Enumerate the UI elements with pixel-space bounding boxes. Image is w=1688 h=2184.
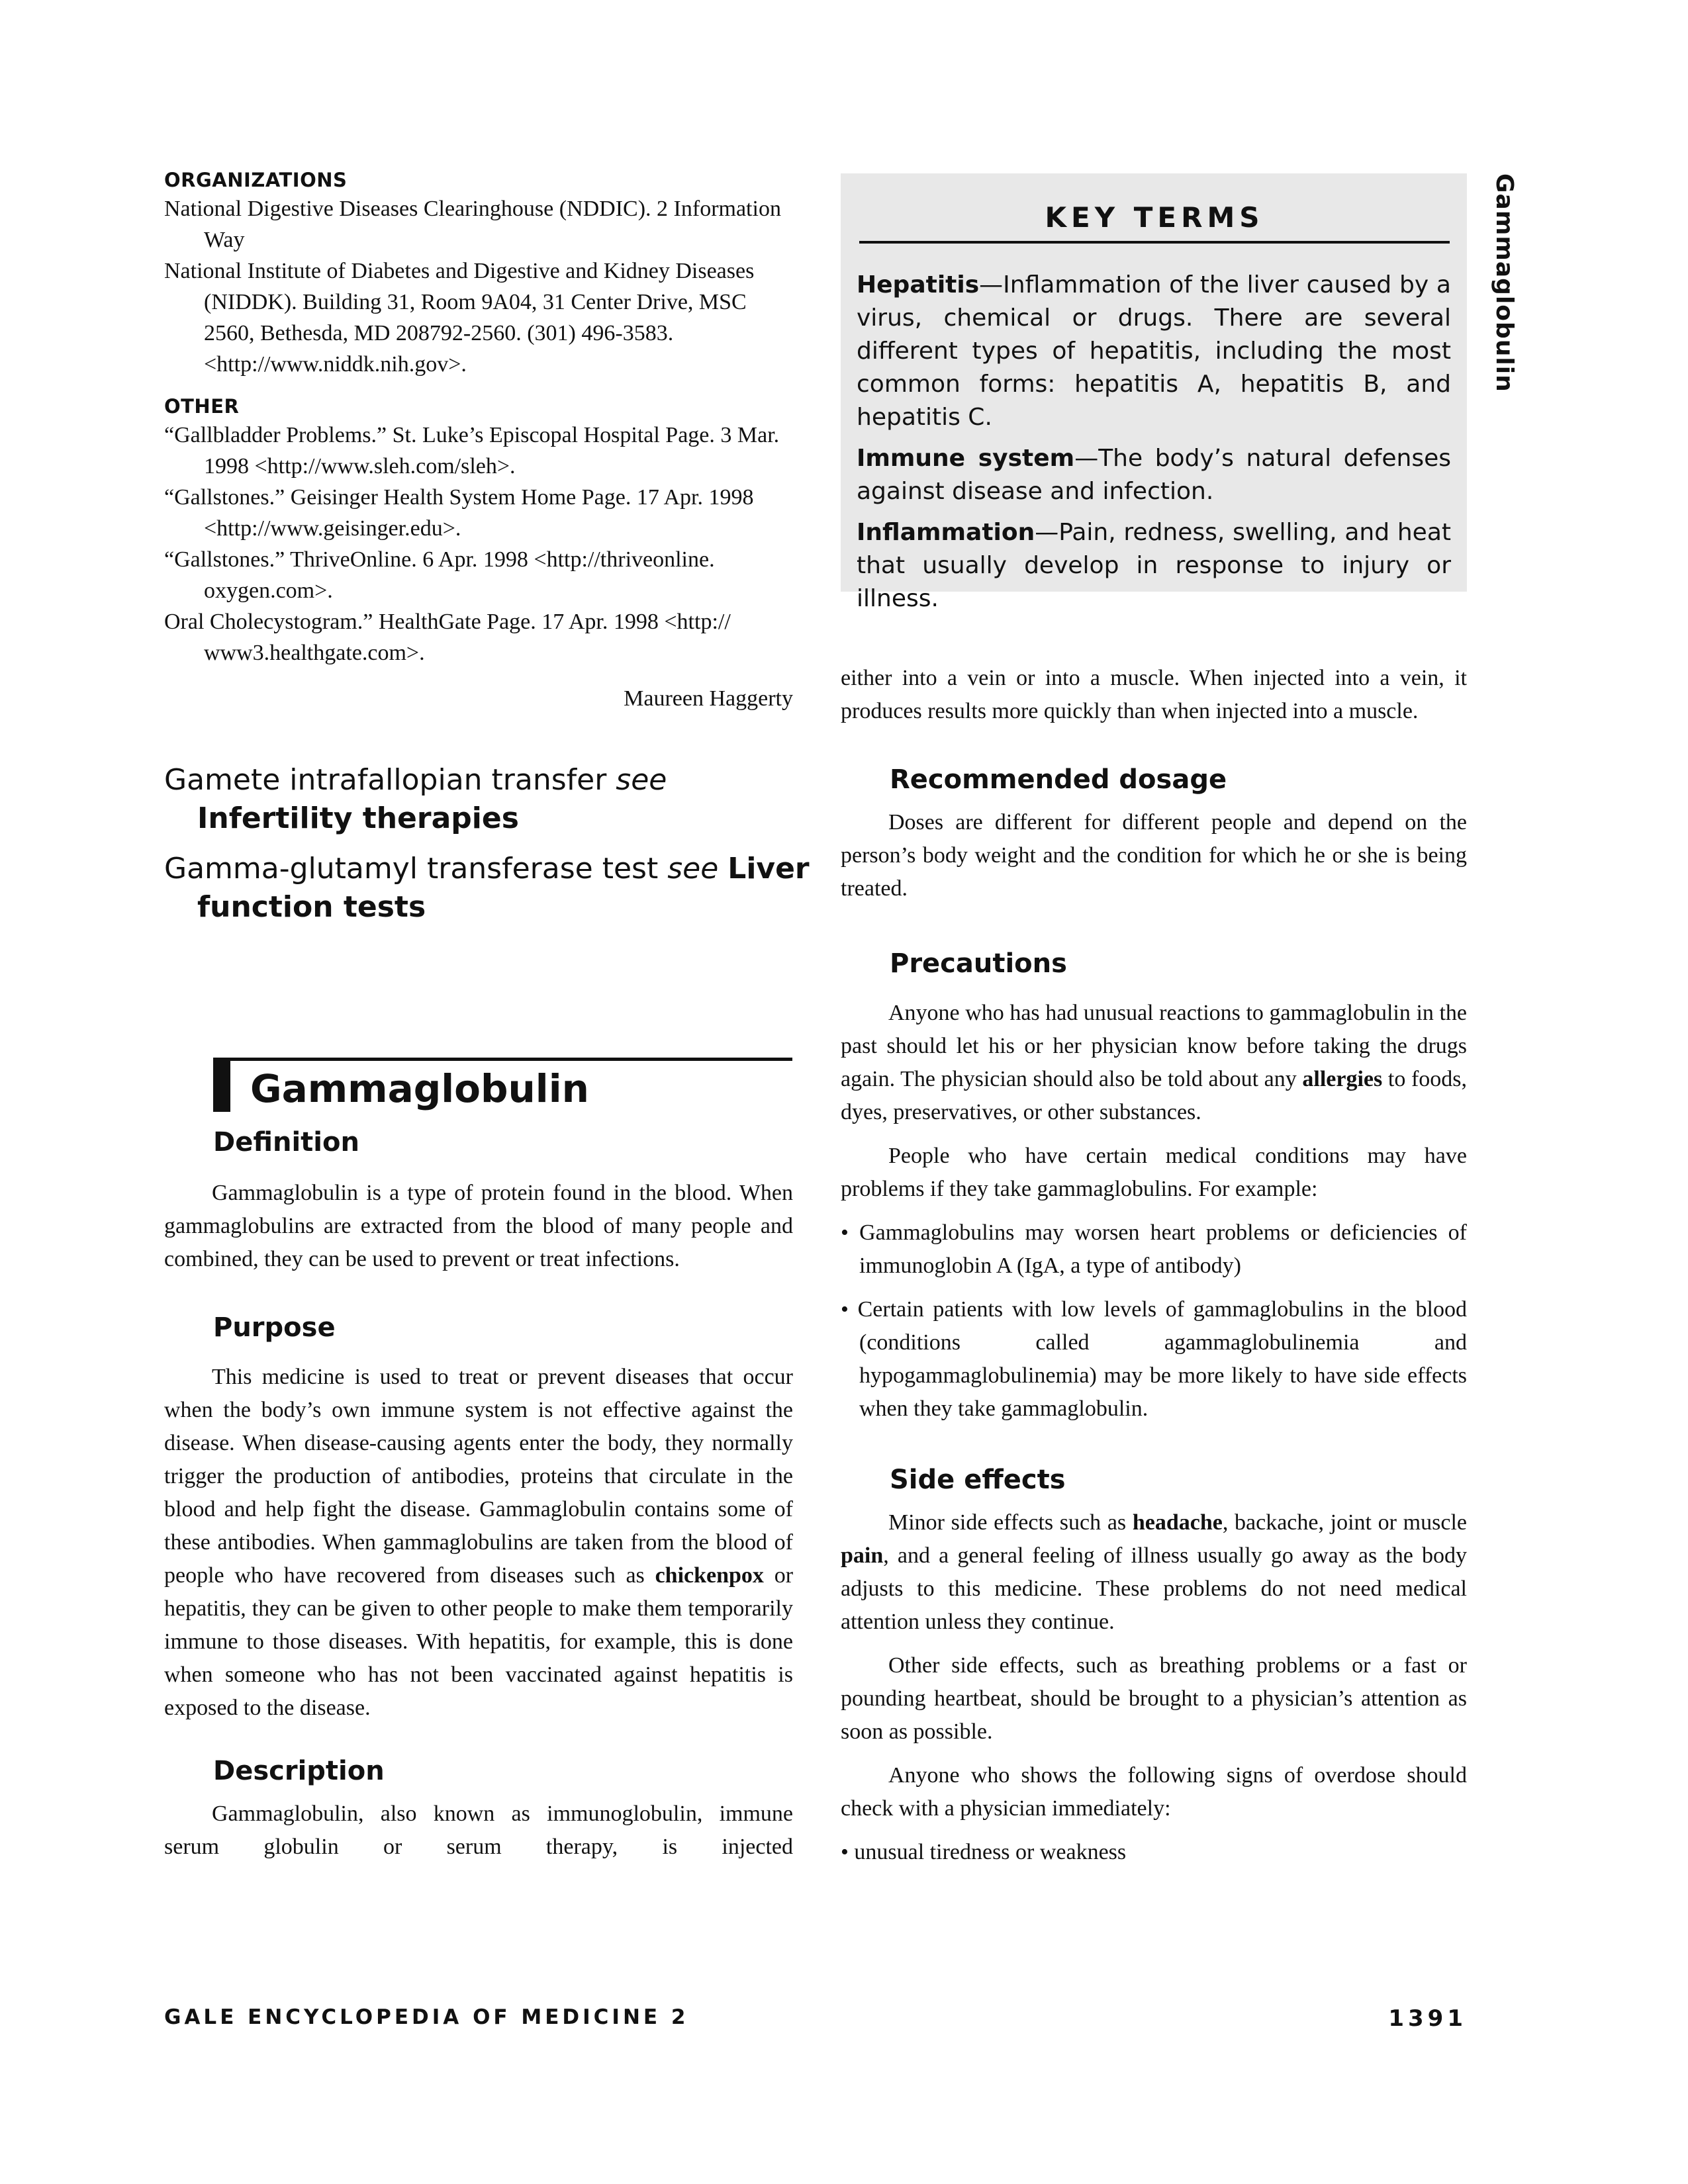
reference-item: National Digestive Diseases Clearinghouse (NDDIC). 2 Information Way xyxy=(164,197,781,252)
description-heading: Description xyxy=(213,1756,385,1786)
other-heading: OTHER xyxy=(164,395,240,418)
precautions-text-2: People who have certain medical conditions may have problems if they take gammaglobulins. For example: xyxy=(841,1144,1467,1201)
key-terms-title: KEY TERMS xyxy=(1045,201,1264,234)
reference-item: National Institute of Diabetes and Digestive and Kidney Diseases (NIDDK). Building 31, Room 9A04, 31 Center Drive, MSC 2560, Bethesda, MD 208792-2560. (301) 496-3583. <http://www.niddk.nih.gov>. xyxy=(164,259,755,377)
see-word: see xyxy=(667,852,719,886)
see-target: Liver function tests xyxy=(197,852,810,924)
precaution-bullet: • Gammaglobulins may worsen heart problems or deficiencies of immunoglobin A (IgA, a type of antibody) xyxy=(841,1220,1467,1278)
headache-link[interactable]: headache xyxy=(1132,1510,1223,1535)
key-term-item: Hepatitis—Inflammation of the liver caused by a virus, chemical or drugs. There are several different types of hepatitis, including the most common forms: hepatitis A, hepatitis B, and hepatitis C. xyxy=(857,271,1451,431)
see-term: Gamete intrafallopian transfer xyxy=(164,763,607,797)
purpose-heading: Purpose xyxy=(213,1312,336,1343)
side-effects-heading: Side effects xyxy=(890,1465,1066,1495)
running-head: Gammaglobulin xyxy=(1491,173,1518,392)
title-marker-block xyxy=(213,1058,230,1112)
article-left-column xyxy=(164,1125,793,1864)
reference-item: Oral Cholecystogram.” HealthGate Page. 17 Apr. 1998 <http:// www3.healthgate.com>. xyxy=(164,610,731,665)
reference-item: “Gallstones.” Geisinger Health System Home Page. 17 Apr. 1998 <http://www.geisinger.edu>. xyxy=(164,485,754,541)
reference-item: “Gallstones.” ThriveOnline. 6 Apr. 1998 <http://thriveonline. oxygen.com>. xyxy=(164,547,715,603)
side-effects-text-2: Other side effects, such as breathing problems or a fast or pounding heartbeat, should be brought to a physician’s attention as soon as possible. xyxy=(841,1653,1467,1744)
precautions-heading: Precautions xyxy=(890,948,1067,979)
overdose-bullet: • unusual tiredness or weakness xyxy=(841,1840,1127,1864)
definition-heading: Definition xyxy=(213,1127,359,1158)
see-term: Gamma-glutamyl transferase test xyxy=(164,852,659,886)
see-target: Infertility therapies xyxy=(197,801,519,835)
key-term-name: Inflammation xyxy=(857,519,1035,546)
reference-item: “Gallbladder Problems.” St. Luke’s Episcopal Hospital Page. 3 Mar. 1998 <http://www.sleh.com/sleh>. xyxy=(164,423,780,478)
definition-text: Gammaglobulin is a type of protein found in the blood. When gammaglobulins are extracted from the blood of many people and combined, they can be used to prevent or treat infections. xyxy=(164,1181,793,1271)
key-terms-list xyxy=(857,269,1451,623)
footer-publication: GALE ENCYCLOPEDIA OF MEDICINE 2 xyxy=(164,2005,689,2029)
side-effects-text-3: Anyone who shows the following signs of overdose should check with a physician immediately: xyxy=(841,1763,1467,1821)
key-term-name: Immune system xyxy=(857,445,1075,472)
side-effects-text: Minor side effects such as headache, backache, joint or muscle pain, and a general feeling of illness usually go away as the body adjusts to this medicine. These problems do not need medical attention unless they continue. xyxy=(841,1510,1467,1634)
organizations-heading: ORGANIZATIONS xyxy=(164,169,348,191)
see-entry xyxy=(164,761,826,838)
see-entry xyxy=(164,850,826,927)
key-term-item: Inflammation—Pain, redness, swelling, and heat that usually develop in response to injury or illness. xyxy=(857,519,1451,612)
pain-link[interactable]: pain xyxy=(841,1543,884,1568)
key-term-name: Hepatitis xyxy=(857,271,980,298)
dosage-text: Doses are different for different people and depend on the person’s body weight and the condition for which he or she is being treated. xyxy=(841,810,1467,901)
title-rule xyxy=(213,1058,792,1061)
precaution-bullet: • Certain patients with low levels of gammaglobulins in the blood (conditions called agammaglobulinemia and hypogammaglobulinemia) may be more likely to have side effects when they take gammaglobulin. xyxy=(841,1297,1467,1421)
description-text-continued: either into a vein or into a muscle. When injected into a vein, it produces results more quickly than when injected into a muscle. xyxy=(841,666,1467,723)
article-right-column xyxy=(841,662,1467,1869)
allergies-link[interactable]: allergies xyxy=(1302,1067,1383,1091)
key-terms-rule xyxy=(859,241,1450,244)
resources-section xyxy=(164,167,793,714)
article-title: Gammaglobulin xyxy=(250,1066,589,1111)
dosage-heading: Recommended dosage xyxy=(890,764,1227,795)
footer-page-number: 1391 xyxy=(1388,2005,1467,2032)
key-term-item: Immune system—The body’s natural defenses against disease and infection. xyxy=(857,445,1451,505)
author-name: Maureen Haggerty xyxy=(624,686,793,711)
purpose-text: This medicine is used to treat or prevent diseases that occur when the body’s own immune system is not effective against the disease. When disease-causing agents enter the body, they normally trigger the production of antibodies, proteins that circulate in the blood and help fight the disease. Gammaglobulin contains some of these antibodies. When gammaglobulins are taken from the blood of people who have recovered from diseases such as chickenpox or hepatitis, they can be given to other people to make them temporarily immune to those diseases. With hepatitis, for example, this is done when someone who has not been vaccinated against hepatitis is exposed to the disease. xyxy=(164,1365,794,1720)
chickenpox-link[interactable]: chickenpox xyxy=(655,1563,764,1588)
precautions-text: Anyone who has had unusual reactions to gammaglobulin in the past should let his or her physician know before taking the drugs again. The physician should also be told about any allergies to foods, dyes, preservatives, or other substances. xyxy=(841,1001,1468,1124)
description-text-start: Gammaglobulin, also known as immunoglobulin, immune serum globulin or serum therapy, is injected xyxy=(164,1801,793,1859)
see-word: see xyxy=(616,763,667,797)
